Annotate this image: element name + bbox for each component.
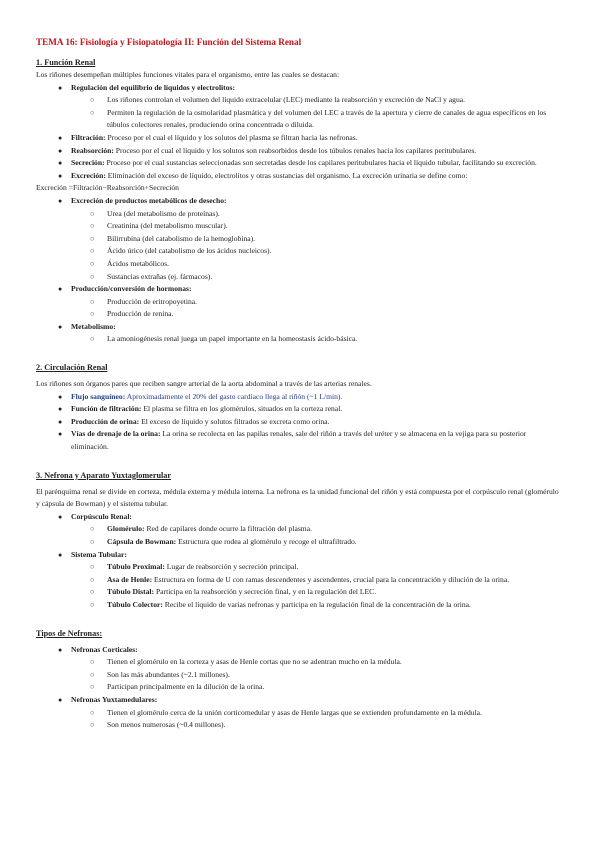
list-item: ○ Tienen el glomérulo cerca de la unión corticomedular y asas de Henle largas que se extienden profundamente en la médula.: [36, 707, 562, 720]
circle-bullet-icon: ○: [90, 272, 95, 281]
list-item: ○ La amoniogénesis renal juega un papel importante en la homeostasis ácido-básica.: [36, 333, 562, 346]
circle-bullet-icon: ○: [90, 297, 95, 306]
list-item: ○ Son menos numerosas (~0.4 millones).: [36, 719, 562, 732]
bullet-icon: ●: [58, 430, 63, 439]
list-item: ● Nefronas Corticales:: [36, 644, 562, 657]
list-item: ○ Túbulo Proximal: Lugar de reabsorción y secreción principal.: [36, 561, 562, 574]
list-item: ● Vías de drenaje de la orina: La orina se recolecta en las papilas renales, sale del riñón a través del uréter y se almacena en la vejiga para su posterior eliminación.: [58, 429, 527, 452]
bullet-icon: ●: [58, 645, 63, 654]
bullet-icon: ●: [58, 550, 63, 559]
list-item: ○ Asa de Henle: Estructura en forma de U con ramas descendentes y ascendentes, crucial para la concentración y dilución de la orina.: [36, 574, 562, 587]
spacer: [36, 346, 562, 356]
list-item: ● Metabolismo:: [36, 321, 562, 334]
list-item: ○ Producción de renina.: [36, 308, 562, 321]
circulacion-list: [36, 391, 562, 454]
list-item: ○ Bilirrubina (del catabolismo de la hemoglobina).: [36, 233, 562, 246]
bullet-icon: ●: [58, 417, 63, 426]
circle-bullet-icon: ○: [90, 209, 95, 218]
sublist: [71, 94, 562, 132]
list-item: ● Flujo sanguíneo: Aproximadamente el 20% del gasto cardíaco llega al riñón (~1 L/min).: [36, 391, 562, 404]
bullet-icon: ●: [58, 695, 63, 704]
circle-bullet-icon: ○: [90, 96, 95, 105]
list-item: ● Sistema Tubular:: [36, 549, 562, 562]
document-title: TEMA 16: Fisiología y Fisiopatología II: Función del Sistema Renal: [36, 37, 302, 47]
section-intro: Los riñones desempeñan múltiples funciones vitales para el organismo, entre las cuales se destacan:: [36, 70, 340, 79]
circle-bullet-icon: ○: [90, 259, 95, 268]
list-item: ● Regulación del equilibrio de líquidos y electrolitos: ○ Los riñones controlan el volumen del líquido extracelular (LEC) mediante la reabsorción y excreción de NaCl y agua. ○ Permiten la regulación de la osmolaridad plasmática y del volumen del LEC a través de la apertura y cierre de canales de agua específicos en los túbulos colectores renales, produciendo orina concentrada o diluida.: [36, 82, 562, 132]
list-item: ● Corpúsculo Renal:: [36, 511, 562, 524]
bullet-icon: ●: [58, 512, 63, 521]
circle-bullet-icon: ○: [90, 588, 95, 597]
bullet-icon: ●: [58, 146, 63, 155]
circle-bullet-icon: ○: [90, 600, 95, 609]
circle-bullet-icon: ○: [90, 721, 95, 730]
list-item: ○ Participan principalmente en la dilución de la orina.: [36, 681, 562, 694]
circle-bullet-icon: ○: [90, 525, 95, 534]
spacer: [36, 612, 562, 622]
list-item: ○ Sustancias extrañas (ej. fármacos).: [36, 271, 562, 284]
list-item: ○ Túbulo Distal: Participa en la reabsorción y secreción final, y en la regulación del LEC.: [36, 586, 562, 599]
funciones-list: [36, 82, 562, 183]
section-intro: El parénquima renal se divide en corteza, médula externa y médula interna. La nefrona es la unidad funcional del riñón y está compuesta por el corpúsculo renal (glomérulo y cápsula de Bowman) y el sistema tubular.: [36, 486, 559, 509]
nefrona-list: [36, 511, 562, 612]
circle-bullet-icon: ○: [90, 222, 95, 231]
circle-bullet-icon: ○: [90, 658, 95, 667]
list-item: ○ Creatinina (del metabolismo muscular).: [36, 220, 562, 233]
circle-bullet-icon: ○: [90, 563, 95, 572]
list-item: ● Función de filtración: El plasma se filtra en los glomérulos, situados en la corteza renal.: [36, 403, 562, 416]
bullet-icon: ●: [58, 322, 63, 331]
list-item: ● Filtración: Proceso por el cual el líquido y los solutos del plasma se filtran hacia las nefronas.: [36, 132, 562, 145]
list-item: ○ Permiten la regulación de la osmolaridad plasmática y del volumen del LEC a través de la apertura y cierre de canales de agua específicos en los túbulos colectores renales, produciendo orina concentrada o diluida.: [90, 107, 547, 130]
bullet-icon: ●: [58, 171, 63, 180]
funciones-list-2: [36, 195, 562, 346]
list-item: ● Excreción de productos metabólicos de desecho:: [36, 195, 562, 208]
list-item: ○ Ácidos metabólicos.: [36, 258, 562, 271]
spacer: [36, 454, 562, 464]
section-heading-tipos-nefronas: Tipos de Nefronas:: [36, 628, 103, 638]
circle-bullet-icon: ○: [90, 683, 95, 692]
list-item: ○ Glomérulo: Red de capilares donde ocurre la filtración del plasma.: [36, 523, 562, 536]
circle-bullet-icon: ○: [90, 575, 95, 584]
list-item: ● Producción de orina: El exceso de líquido y solutos filtrados se excreta como orina.: [36, 416, 562, 429]
bullet-icon: ●: [58, 392, 63, 401]
excretion-formula: Excreción =Filtración−Reabsorción+Secreción: [36, 183, 179, 193]
section-intro: Los riñones son órganos pares que reciben sangre arterial de la aorta abdominal a través de las arterias renales.: [36, 379, 372, 389]
list-item: ○ Los riñones controlan el volumen del líquido extracelular (LEC) mediante la reabsorción y excreción de NaCl y agua.: [36, 94, 562, 107]
circle-bullet-icon: ○: [90, 108, 95, 117]
bullet-icon: ●: [58, 196, 63, 205]
list-item: ● Nefronas Yuxtamedulares:: [36, 694, 562, 707]
tipos-list: [36, 644, 562, 732]
list-item: ○ Túbulo Colector: Recibe el líquido de varias nefronas y participa en la regulación final de la concentración de la orina.: [36, 599, 562, 612]
bullet-icon: ●: [58, 285, 63, 294]
list-item: ○ Son las más abundantes (~2.1 millones).: [36, 669, 562, 682]
circle-bullet-icon: ○: [90, 247, 95, 256]
circle-bullet-icon: ○: [90, 670, 95, 679]
bullet-icon: ●: [58, 83, 63, 92]
list-item: ○ Producción de eritropoyetina.: [36, 296, 562, 309]
list-item: ● Reabsorción: Proceso por el cual el líquido y los solutos son reabsorbidos desde los túbulos renales hacia los capilares peritubulares.: [36, 145, 562, 158]
bullet-icon: ●: [58, 159, 63, 168]
circle-bullet-icon: ○: [90, 708, 95, 717]
section-heading-nefrona: 3. Nefrona y Aparato Yuxtaglomerular: [36, 470, 172, 480]
list-item: ○ Urea (del metabolismo de proteínas).: [36, 208, 562, 221]
list-item: ○ Tienen el glomérulo en la corteza y asas de Henle cortas que no se adentran mucho en la médula.: [36, 656, 562, 669]
list-item: ○ Ácido úrico (del catabolismo de los ácidos nucleicos).: [36, 245, 562, 258]
list-item: ○ Cápsula de Bowman: Estructura que rodea al glomérulo y recoge el ultrafiltrado.: [36, 536, 562, 549]
circle-bullet-icon: ○: [90, 310, 95, 319]
bullet-icon: ●: [58, 133, 63, 142]
section-heading-circulacion-renal: 2. Circulación Renal: [36, 363, 108, 373]
list-item: ● Excreción: Eliminación del exceso de líquido, electrolitos y otras sustancias del organismo. La excreción urinaria se define como:: [36, 170, 562, 183]
list-item: ● Producción/conversión de hormonas:: [36, 283, 562, 296]
circle-bullet-icon: ○: [90, 234, 95, 243]
circle-bullet-icon: ○: [90, 335, 95, 344]
bullet-icon: ●: [58, 405, 63, 414]
list-item: ● Secreción: Proceso por el cual sustancias seleccionadas son secretadas desde los capilares peritubulares hacia el líquido tubular, facilitando su excreción.: [36, 157, 562, 170]
circle-bullet-icon: ○: [90, 538, 95, 546]
section-heading-funcion-renal: 1. Función Renal: [36, 58, 96, 67]
